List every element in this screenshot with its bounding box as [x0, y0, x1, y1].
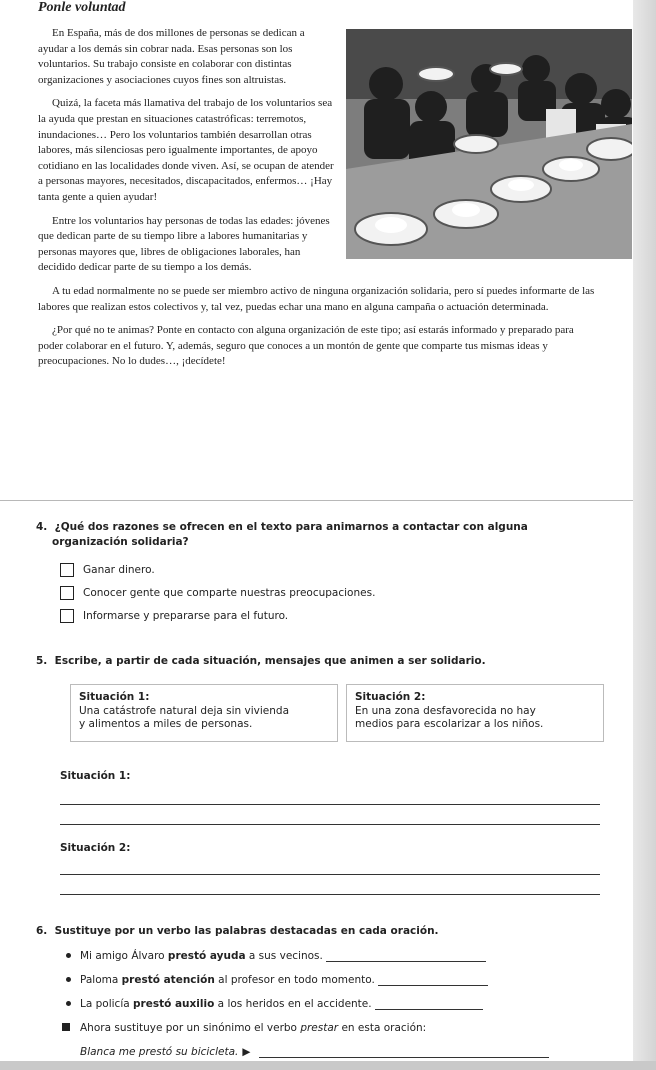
question-4: [36, 520, 596, 550]
sentence-item-2: [66, 974, 488, 986]
instruction-text: Ahora sustituye por un sinónimo el verbo: [80, 1022, 301, 1034]
situation-1-line-1: Una catástrofe natural deja sin vivienda: [79, 705, 289, 717]
sentence-item-1: [66, 950, 486, 962]
option-label: Conocer gente que comparte nuestras preocupaciones.: [83, 587, 376, 599]
page-title: Ponle voluntad: [38, 0, 126, 15]
option-checkbox-3[interactable]: [60, 609, 288, 623]
question-5-number: 5.: [36, 655, 48, 667]
paragraph-4: A tu edad normalmente no se puede ser miembro activo de ninguna organización solidaria, pero sí puedes informarte de las labores que realizan estos colectivos y, tal vez, puedas echar una mano en alguna campaña o actuación determinada.: [38, 284, 595, 313]
sentence-text: a los heridos en el accidente.: [214, 998, 372, 1010]
highlighted-phrase: prestó ayuda: [167, 950, 246, 962]
sentence-item-3: [66, 998, 483, 1010]
situation-1-heading: Situación 1:: [79, 691, 150, 703]
question-6-text: Sustituye por un verbo las palabras destacadas en cada oración.: [54, 925, 439, 937]
bullet-icon: [66, 1001, 71, 1006]
reading-text: [38, 26, 598, 378]
children-eating-photo: [346, 29, 632, 259]
arrow-right-icon: ▶: [242, 1046, 251, 1058]
answer-2-line-1[interactable]: [60, 874, 600, 875]
paragraph-2: Quizá, la faceta más llamativa del trabajo de los voluntarios sea la ayuda que prestan en situaciones catastróficas: terremotos, inundaciones… Pero los voluntarios también desarrollan otras labores, más silenciosas pero igualmente importantes, de apoyo cotidiano en las localidades donde viven. Así, se ocupan de atender a personas mayores, necesitados, discapacitados, enfermos… ¡Hay tanta gente a quien ayudar!: [38, 97, 334, 203]
option-label: Informarse y prepararse para el futuro.: [83, 610, 289, 622]
bullet-icon: [66, 977, 71, 982]
instruction-text: en esta oración:: [338, 1022, 427, 1034]
page-edge-shadow: [633, 0, 656, 1070]
option-checkbox-2[interactable]: [60, 586, 375, 600]
paragraph-3: Entre los voluntarios hay personas de todas las edades: jóvenes que dedican parte de su tiempo libre a labores humanitarias y personas mayores que, libres de obligaciones laborales, han decidido dedicar parte de su tiempo a los demás.: [38, 214, 330, 274]
situation-2-heading: Situación 2:: [355, 691, 426, 703]
question-6-number: 6.: [36, 925, 48, 937]
situation-1-box: [70, 684, 338, 742]
square-bullet-icon: [62, 1023, 70, 1031]
checkbox[interactable]: [60, 586, 74, 600]
highlighted-phrase: prestó auxilio: [133, 998, 215, 1010]
answer-blank[interactable]: [375, 999, 483, 1010]
section-divider: [0, 500, 633, 501]
answer-1-line-1[interactable]: [60, 804, 600, 805]
question-6: [36, 925, 439, 937]
answer-blank[interactable]: [378, 975, 488, 986]
page-bottom-shadow: [0, 1061, 656, 1070]
highlighted-phrase: prestó atención: [121, 974, 215, 986]
answer-2-label: Situación 2:: [60, 842, 131, 854]
sentence-text: La policía: [80, 998, 134, 1010]
sentence-text: Paloma: [80, 974, 122, 986]
sentence-text: al profesor en todo momento.: [214, 974, 375, 986]
bullet-icon: [66, 953, 71, 958]
answer-1-line-2[interactable]: [60, 824, 600, 825]
question-4-text-cont: organización solidaria?: [52, 536, 189, 548]
verb-italic: prestar: [300, 1022, 339, 1034]
option-label: Ganar dinero.: [83, 564, 155, 576]
answer-1-label: Situación 1:: [60, 770, 131, 782]
question-4-number: 4.: [36, 521, 48, 533]
checkbox[interactable]: [60, 563, 74, 577]
question-5-text: Escribe, a partir de cada situación, mensajes que animen a ser solidario.: [54, 655, 486, 667]
paragraph-1: En España, más de dos millones de personas se dedican a ayudar a los demás sin cobrar nada. Esas personas son los voluntarios. Su trabajo consiste en colaborar con distintas organizaciones y asociaciones cuyos fines son altruistas.: [38, 27, 305, 86]
synonym-instruction: [62, 1022, 426, 1034]
situation-2-line-2: medios para escolarizar a los niños.: [355, 718, 544, 730]
example-sentence: [80, 1046, 549, 1058]
sentence-text: a sus vecinos.: [245, 950, 323, 962]
sentence-text: Mi amigo Álvaro: [80, 950, 168, 962]
question-4-text: ¿Qué dos razones se ofrecen en el texto para animarnos a contactar con alguna: [54, 521, 528, 533]
answer-blank[interactable]: [326, 951, 486, 962]
answer-blank[interactable]: [259, 1047, 549, 1058]
situation-2-box: [346, 684, 604, 742]
answer-2-line-2[interactable]: [60, 894, 600, 895]
situation-2-line-1: En una zona desfavorecida no hay: [355, 705, 536, 717]
example-text: Blanca me prestó su bicicleta.: [80, 1046, 239, 1058]
situation-1-line-2: y alimentos a miles de personas.: [79, 718, 253, 730]
option-checkbox-1[interactable]: [60, 563, 155, 577]
question-5: [36, 655, 486, 667]
paragraph-5: ¿Por qué no te animas? Ponte en contacto con alguna organización de este tipo; así estarás informado y preparado para poder colaborar en el futuro. Y, además, seguro que conoces a un montón de gente que comparte tus mismas ideas y preocupaciones. No lo dudes…, ¡decídete!: [38, 324, 574, 368]
checkbox[interactable]: [60, 609, 74, 623]
